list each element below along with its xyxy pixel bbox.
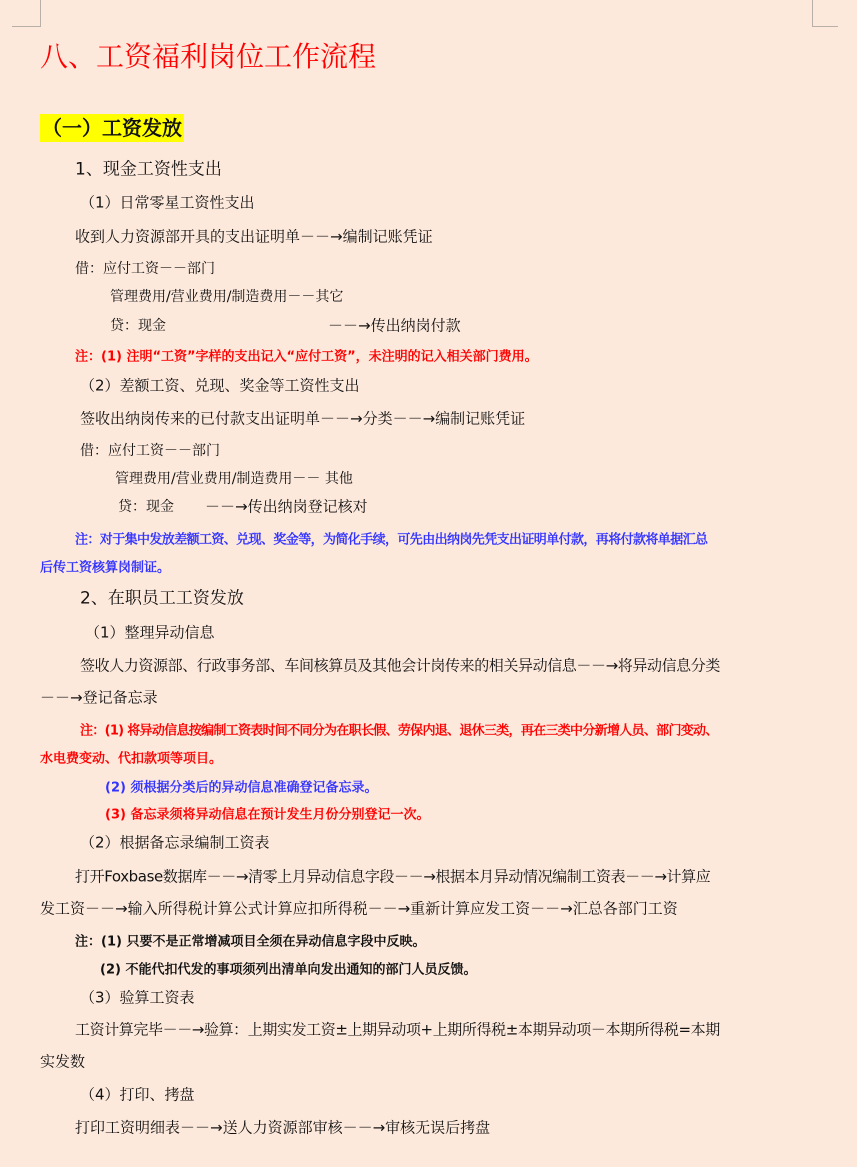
note: 后传工资核算岗制证。	[40, 560, 171, 576]
flow-text: －－→传出纳岗付款	[328, 316, 461, 335]
debit-entry: 借：应付工资－－部门	[75, 261, 215, 277]
flow-text: 发工资－－→输入所得税计算公式计算应扣所得税－－→重新计算应发工资－－→汇总各部门工资	[40, 899, 678, 918]
debit-entry: 管理费用/营业费用/制造费用－－ 其他	[115, 471, 353, 487]
flow-text: 收到人力资源部开具的支出证明单－－→编制记账凭证	[75, 227, 433, 246]
flow-text: 签收出纳岗传来的已付款支出证明单－－→分类－－→编制记账凭证	[80, 409, 526, 428]
item-heading: （1）整理异动信息	[85, 623, 215, 642]
corner-mark	[812, 26, 838, 27]
page-title: 八、工资福利岗位工作流程	[40, 40, 377, 73]
subsection-heading: 1、现金工资性支出	[75, 159, 222, 180]
item-heading: （1）日常零星工资性支出	[80, 193, 255, 212]
credit-entry: 贷：现金	[118, 499, 174, 515]
debit-entry: 管理费用/营业费用/制造费用－－其它	[110, 289, 344, 305]
item-heading: （2）根据备忘录编制工资表	[80, 833, 270, 852]
note: 注：(1) 只要不是正常增减项目全须在异动信息字段中反映。	[75, 934, 426, 950]
subsection-heading: 2、在职员工工资发放	[80, 588, 244, 609]
item-heading: （4）打印、拷盘	[80, 1085, 195, 1104]
corner-mark	[812, 0, 813, 26]
flow-text: 签收人力资源部、行政事务部、车间核算员及其他会计岗传来的相关异动信息－－→将异动信息分类	[80, 656, 720, 675]
corner-mark	[12, 26, 41, 27]
note: 水电费变动、代扣款项等项目。	[40, 751, 223, 767]
corner-mark	[40, 0, 41, 26]
section-heading: （一）工资发放	[42, 116, 182, 140]
flow-text: －－→传出纳岗登记核对	[205, 497, 368, 516]
note: 注：对于集中发放差额工资、兑现、奖金等，为简化手续，可先由出纳岗先凭支出证明单付款，再将付款将单据汇总	[75, 532, 708, 548]
flow-text: 工资计算完毕－－→验算：上期实发工资±上期异动项+上期所得税±本期异动项－本期所得税=本期	[75, 1020, 720, 1039]
note: (2) 不能代扣代发的事项须列出清单向发出通知的部门人员反馈。	[100, 962, 477, 978]
flow-text: 打开Foxbase数据库－－→清零上月异动信息字段－－→根据本月异动情况编制工资表－－→计算应	[75, 867, 711, 886]
note: 注：(1) 将异动信息按编制工资表时间不同分为在职长假、劳保内退、退休三类，再在三类中分新增人员、部门变动、	[80, 723, 718, 739]
note: 注：(1) 注明“工资”字样的支出记入“应付工资”，未注明的记入相关部门费用。	[75, 349, 538, 365]
note: (2) 须根据分类后的异动信息准确登记备忘录。	[105, 780, 378, 796]
flow-text: 实发数	[40, 1052, 86, 1071]
flow-text: 打印工资明细表－－→送人力资源部审核－－→审核无误后拷盘	[75, 1118, 491, 1137]
credit-entry: 贷：现金	[110, 318, 166, 334]
item-heading: （2）差额工资、兑现、奖金等工资性支出	[80, 376, 360, 395]
note: (3) 备忘录须将异动信息在预计发生月份分别登记一次。	[105, 807, 430, 823]
item-heading: （3）验算工资表	[80, 988, 195, 1007]
flow-text: －－→登记备忘录	[40, 688, 158, 707]
debit-entry: 借：应付工资－－部门	[80, 443, 220, 459]
